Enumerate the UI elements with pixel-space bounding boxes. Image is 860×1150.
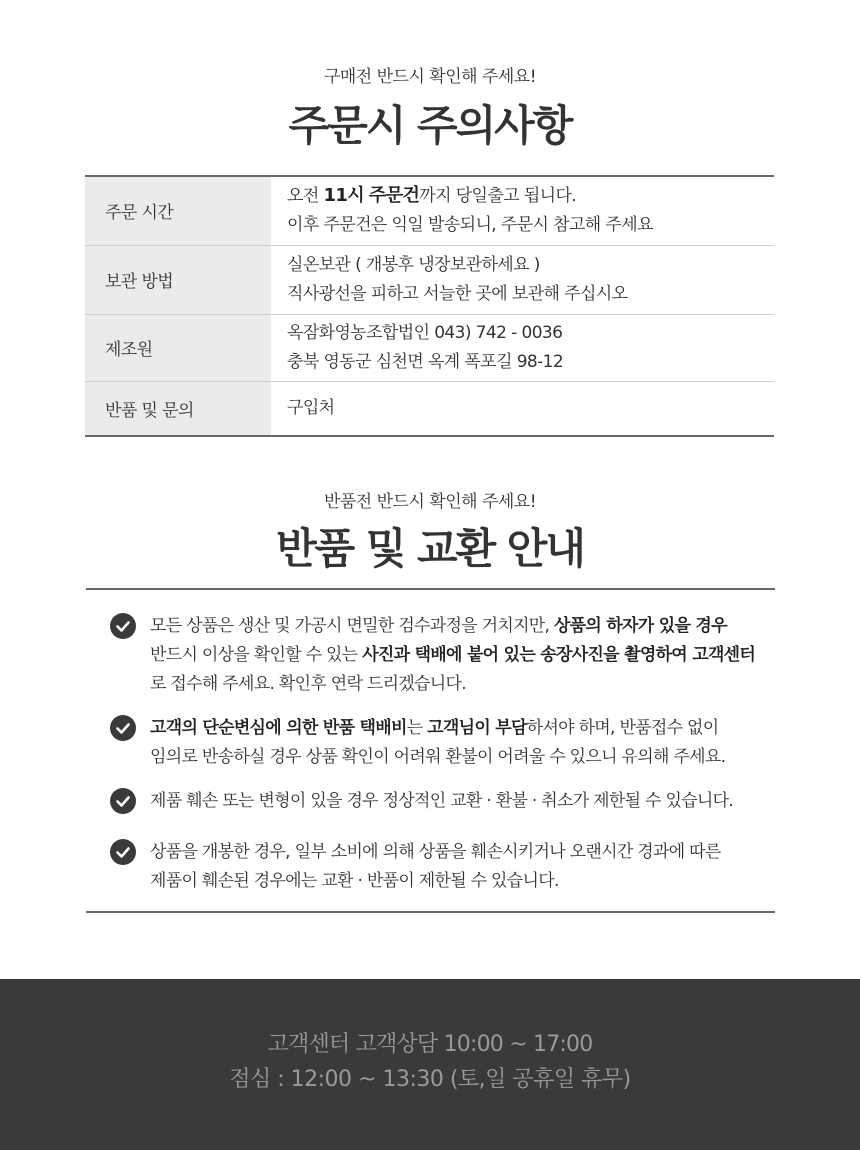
row-label: 보관 방법 — [85, 245, 271, 314]
row-value-line1: 실온보관 ( 개봉후 냉장보관하세요 ) — [287, 254, 540, 275]
footer-lunch-hours: 점심 : 12:00 ~ 13:30 (토,일 공휴일 휴무) — [229, 1067, 631, 1092]
row-value-line2: 충북 영동군 심천면 옥계 폭포길 98-12 — [287, 351, 564, 372]
return-notice-list — [86, 588, 775, 913]
row-value — [271, 245, 774, 314]
row-value — [271, 176, 774, 245]
row-value-line1: 옥잠화영농조합법인 043) 742 - 0036 — [287, 322, 563, 343]
row-label: 주문 시간 — [85, 176, 271, 245]
check-circle-icon — [110, 788, 136, 814]
list-item — [110, 612, 770, 699]
table-row-returns — [85, 381, 774, 436]
check-circle-icon — [110, 715, 136, 741]
list-item — [110, 714, 770, 772]
footer-hours: 고객센터 고객상담 10:00 ~ 17:00 — [267, 1032, 593, 1057]
table-row-storage — [85, 245, 774, 314]
row-label: 제조원 — [85, 314, 271, 381]
row-label: 반품 및 문의 — [85, 381, 271, 436]
list-item-text: 고객의 단순변심에 의한 반품 택배비는 고객님이 부담하셔야 하며, 반품접수 없이 임의로 반송하실 경우 상품 확인이 어려워 환불이 어려울 수 있으니 유의해 주세요. — [150, 718, 726, 767]
check-circle-icon — [110, 613, 136, 639]
return-guide-title: 반품 및 교환 안내 — [276, 524, 584, 573]
row-value — [271, 381, 774, 436]
order-notice-subtitle: 구매전 반드시 확인해 주세요! — [323, 67, 537, 87]
row-value-line2: 이후 주문건은 익일 발송되니, 주문시 참고해 주세요 — [287, 215, 653, 236]
customer-center-footer — [0, 979, 860, 1150]
list-item-text: 상품을 개봉한 경우, 일부 소비에 의해 상품을 훼손시키거나 오랜시간 경과에 따른 제품이 훼손된 경우에는 교환 · 반품이 제한될 수 있습니다. — [150, 842, 721, 891]
check-circle-icon — [110, 839, 136, 865]
order-notice-header — [0, 62, 860, 153]
row-value-line1: 구입처 — [287, 397, 335, 418]
row-value-line2: 직사광선을 피하고 서늘한 곳에 보관해 주십시오 — [287, 283, 628, 304]
order-info-table — [85, 175, 774, 437]
list-item — [110, 787, 770, 816]
list-item-text: 제품 훼손 또는 변형이 있을 경우 정상적인 교환 · 환불 · 취소가 제한될 수 있습니다. — [150, 791, 734, 811]
table-row-order-time — [85, 176, 774, 245]
row-value-line1: 오전 11시 주문건까지 당일출고 됩니다. — [287, 185, 577, 207]
table-row-manufacturer — [85, 314, 774, 381]
order-notice-title: 주문시 주의사항 — [288, 101, 572, 150]
list-item — [110, 838, 770, 896]
list-item-text: 모든 상품은 생산 및 가공시 면밀한 검수과정을 거치지만, 상품의 하자가 있을 경우 반드시 이상을 확인할 수 있는 사진과 택배에 붙어 있는 송장사진을 촬영하여 고객센터 로 접수해 주세요. 확인후 연락 드리겠습니다. — [150, 616, 756, 694]
return-guide-subtitle: 반품전 반드시 확인해 주세요! — [323, 492, 537, 512]
row-value — [271, 314, 774, 381]
return-guide-header — [0, 487, 860, 576]
